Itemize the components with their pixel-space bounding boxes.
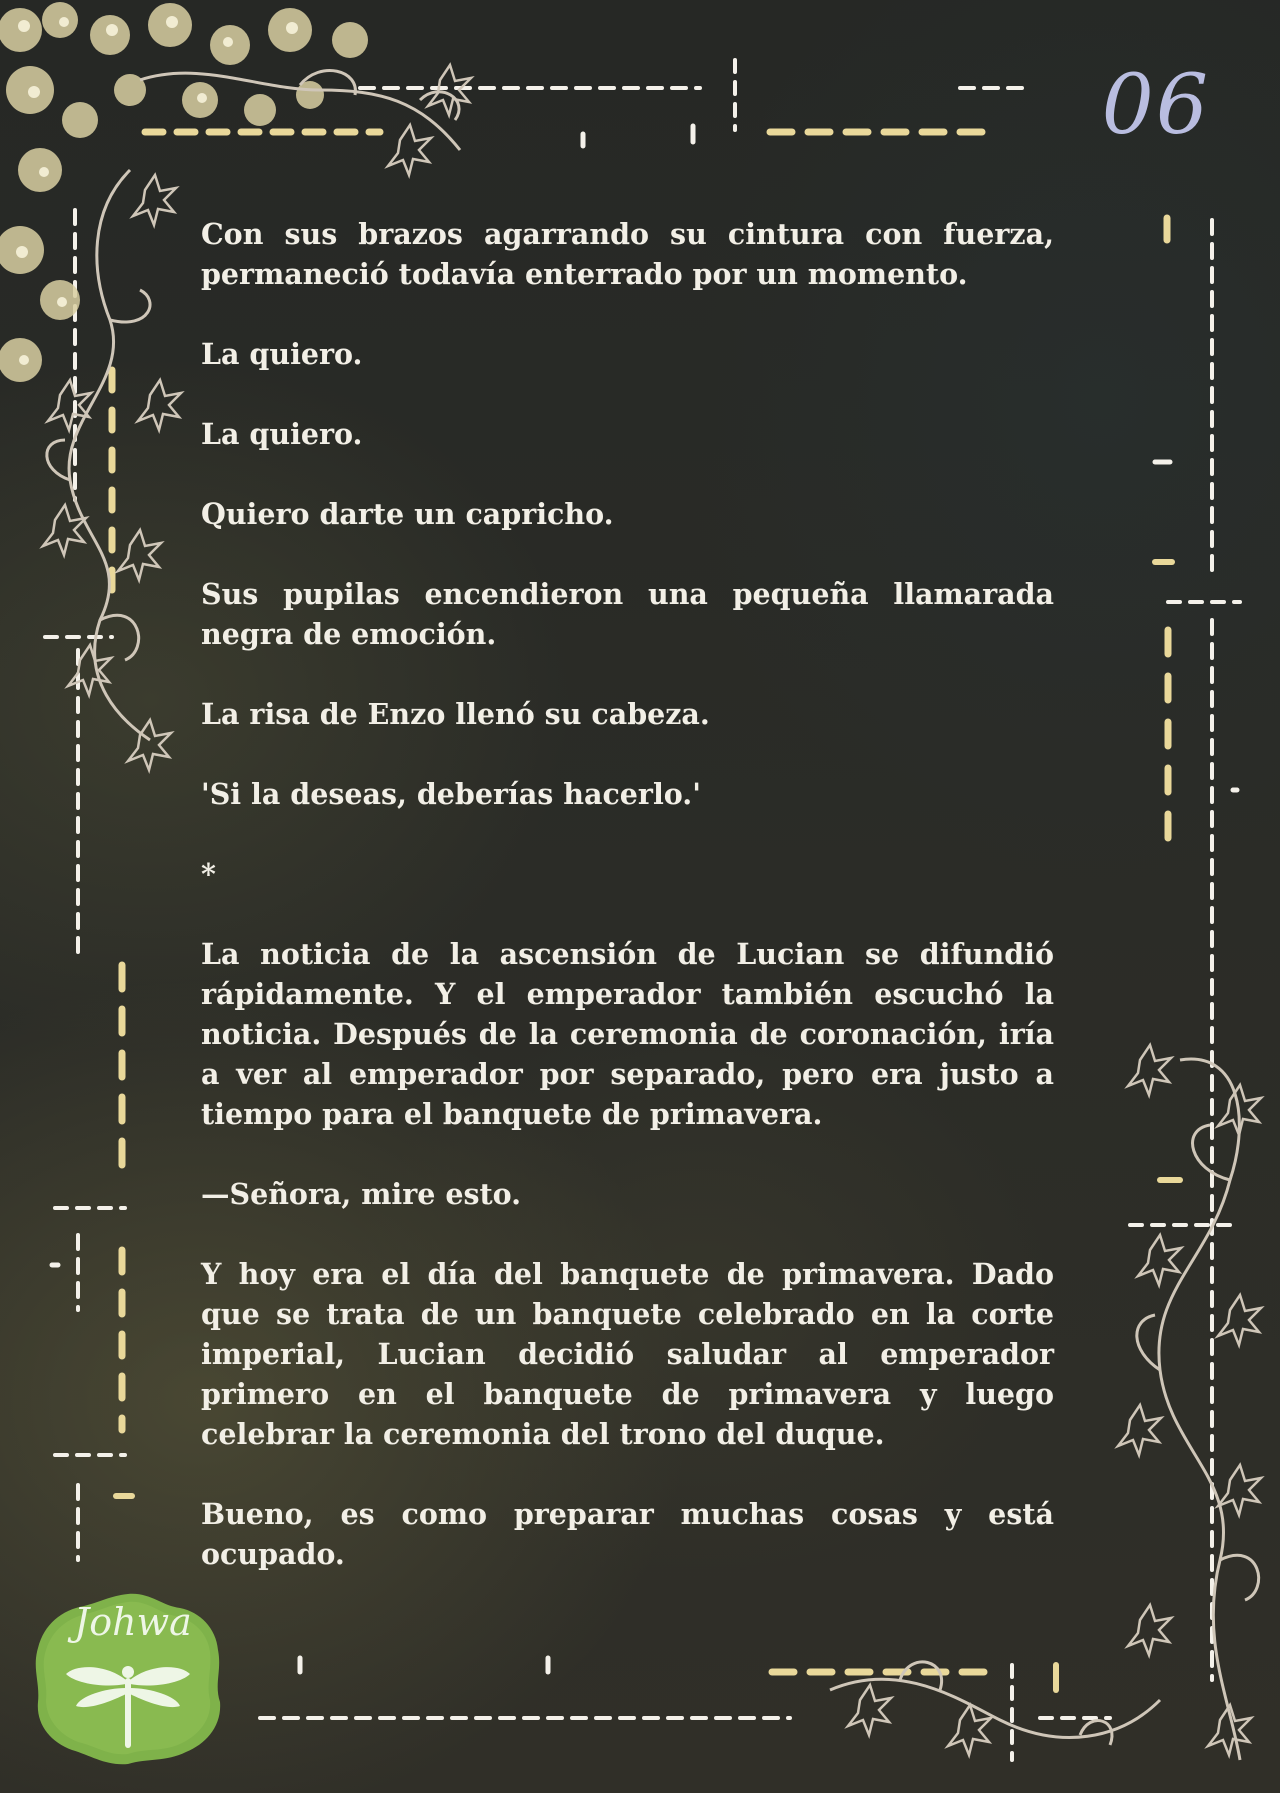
page-number: 06 bbox=[1101, 58, 1210, 153]
paragraph: 'Si la deseas, deberías hacerlo.' bbox=[201, 777, 701, 811]
paragraph: La quiero. bbox=[201, 337, 363, 371]
scene-break: * bbox=[201, 857, 216, 891]
paragraph: La risa de Enzo llenó su cabeza. bbox=[201, 697, 710, 731]
paragraph: Sus pupilas encendieron una pequeña llamarada negra de emoción. bbox=[201, 577, 1054, 651]
story-text bbox=[201, 214, 1054, 1614]
paragraph: Con sus brazos agarrando su cintura con fuerza, permaneció todavía enterrado por un momento. bbox=[201, 217, 1054, 291]
paragraph: Bueno, es como preparar muchas cosas y está ocupado. bbox=[201, 1497, 1054, 1571]
paragraph: Y hoy era el día del banquete de primavera. Dado que se trata de un banquete celebrado en la corte imperial, Lucian decidió saludar al emperador primero en el banquete de primavera y luego celebrar la ceremonia del trono del duque. bbox=[201, 1257, 1054, 1451]
paragraph: La noticia de la ascensión de Lucian se difundió rápidamente. Y el emperador también escuchó la noticia. Después de la ceremonia de coronación, iría a ver al emperador por separado, pero era justo a tiempo para el banquete de primavera. bbox=[201, 937, 1054, 1131]
paragraph: —Señora, mire esto. bbox=[201, 1177, 522, 1211]
paragraph: Quiero darte un capricho. bbox=[201, 497, 614, 531]
paragraph: La quiero. bbox=[201, 417, 363, 451]
logo-text: Johwa bbox=[74, 1600, 192, 1644]
